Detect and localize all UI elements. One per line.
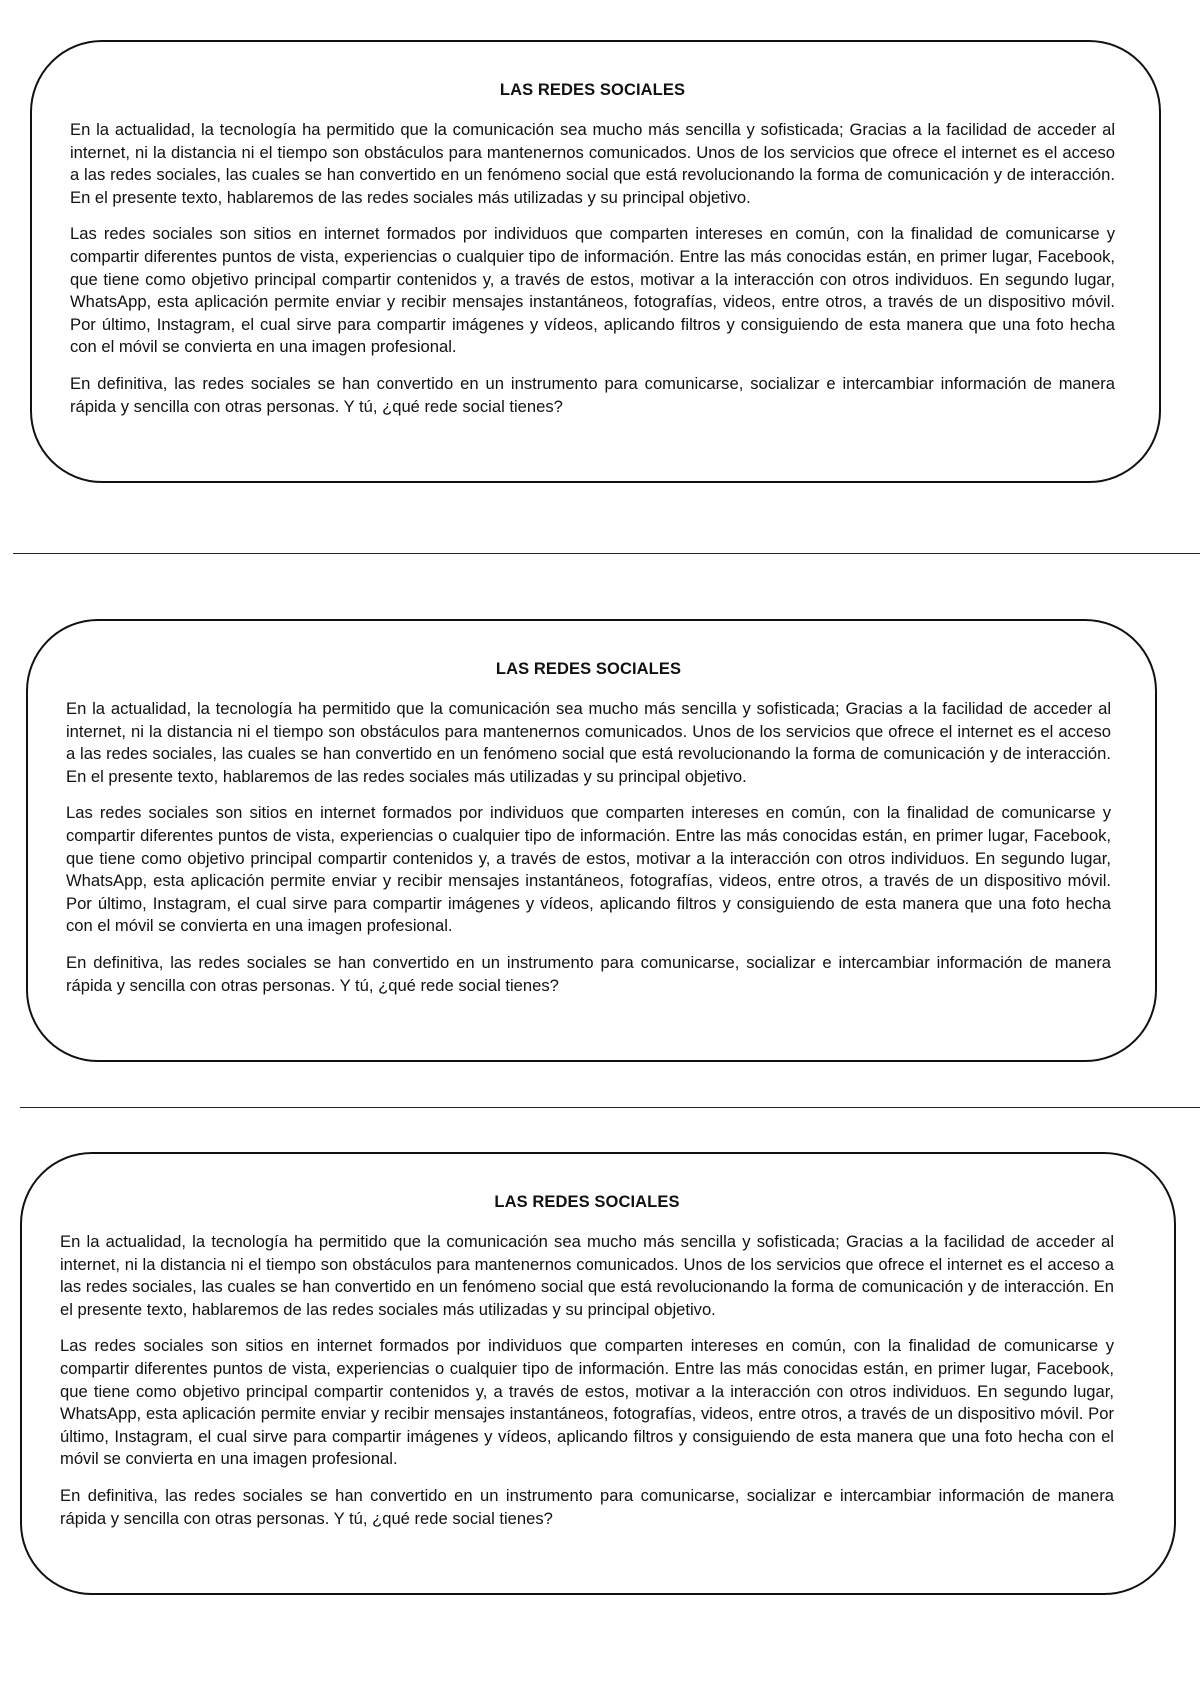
intro-paragraph: En la actualidad, la tecnología ha permitido que la comunicación sea mucho más sencilla y sofisticada; Gracias a la facilidad de acceder al internet, ni la distancia ni el tiempo son obstáculos para mantenernos comunicados. Unos de los servicios que ofrece el internet es el acceso a las redes sociales, las cuales se han convertido en un fenómeno social que está revolucionando la forma de comunicación y de interacción. En el presente texto, hablaremos de las redes sociales más utilizadas y su principal objetivo.: [66, 699, 1111, 786]
cut-line-1: [13, 553, 1200, 554]
card-title: LAS REDES SOCIALES: [499, 81, 686, 99]
text-card-2: [26, 619, 1157, 1062]
intro-paragraph: En la actualidad, la tecnología ha permitido que la comunicación sea mucho más sencilla y sofisticada; Gracias a la facilidad de acceder al internet, ni la distancia ni el tiempo son obstáculos para mantenernos comunicados. Unos de los servicios que ofrece el internet es el acceso a las redes sociales, las cuales se han convertido en un fenómeno social que está revolucionando la forma de comunicación y de interacción. En el presente texto, hablaremos de las redes sociales más utilizadas y su principal objetivo.: [70, 120, 1115, 207]
text-card-1: [30, 40, 1161, 483]
body-paragraph: Las redes sociales son sitios en internet formados por individuos que comparten intereses en común, con la finalidad de comunicarse y compartir diferentes puntos de vista, experiencias o cualquier tipo de información. Entre las más conocidas están, en primer lugar, Facebook, que tiene como objetivo principal compartir contenidos y, a través de estos, motivar a la interacción con otros individuos. En segundo lugar, WhatsApp, esta aplicación permite enviar y recibir mensajes instantáneos, fotografías, videos, entre otros, a través de un dispositivo móvil. Por último, Instagram, el cual sirve para compartir imágenes y vídeos, aplicando filtros y consiguiendo de esta manera que una foto hecha con el móvil se convierta en una imagen profesional.: [70, 224, 1115, 357]
body-paragraph: Las redes sociales son sitios en internet formados por individuos que comparten intereses en común, con la finalidad de comunicarse y compartir diferentes puntos de vista, experiencias o cualquier tipo de información. Entre las más conocidas están, en primer lugar, Facebook, que tiene como objetivo principal compartir contenidos y, a través de estos, motivar a la interacción con otros individuos. En segundo lugar, WhatsApp, esta aplicación permite enviar y recibir mensajes instantáneos, fotografías, videos, entre otros, a través de un dispositivo móvil. Por último, Instagram, el cual sirve para compartir imágenes y vídeos, aplicando filtros y consiguiendo de esta manera que una foto hecha con el móvil se convierta en una imagen profesional.: [66, 803, 1111, 936]
card-body: [66, 698, 1111, 997]
intro-paragraph: En la actualidad, la tecnología ha permitido que la comunicación sea mucho más sencilla y sofisticada; Gracias a la facilidad de acceder al internet, ni la distancia ni el tiempo son obstáculos para mantenernos comunicados. Unos de los servicios que ofrece el internet es el acceso a las redes sociales, las cuales se han convertido en un fenómeno social que está revolucionando la forma de comunicación y de interacción. En el presente texto, hablaremos de las redes sociales más utilizadas y su principal objetivo.: [60, 1232, 1114, 1319]
card-title: LAS REDES SOCIALES: [495, 660, 682, 678]
cut-line-2: [20, 1107, 1200, 1108]
card-body: [60, 1231, 1114, 1530]
text-card-3: [20, 1152, 1176, 1595]
card-title: LAS REDES SOCIALES: [494, 1193, 680, 1211]
card-body: [70, 119, 1115, 418]
body-paragraph: Las redes sociales son sitios en internet formados por individuos que comparten intereses en común, con la finalidad de comunicarse y compartir diferentes puntos de vista, experiencias o cualquier tipo de información. Entre las más conocidas están, en primer lugar, Facebook, que tiene como objetivo principal compartir contenidos y, a través de estos, motivar a la interacción con otros individuos. En segundo lugar, WhatsApp, esta aplicación permite enviar y recibir mensajes instantáneos, fotografías, videos, entre otros, a través de un dispositivo móvil. Por último, Instagram, el cual sirve para compartir imágenes y vídeos, aplicando filtros y consiguiendo de esta manera que una foto hecha con el móvil se convierta en una imagen profesional.: [60, 1336, 1114, 1469]
conclusion-paragraph: En definitiva, las redes sociales se han convertido en un instrumento para comunicarse, socializar e intercambiar información de manera rápida y sencilla con otras personas. Y tú, ¿qué rede social tienes?: [70, 373, 1115, 416]
conclusion-paragraph: En definitiva, las redes sociales se han convertido en un instrumento para comunicarse, socializar e intercambiar información de manera rápida y sencilla con otras personas. Y tú, ¿qué rede social tienes?: [66, 952, 1111, 995]
conclusion-paragraph: En definitiva, las redes sociales se han convertido en un instrumento para comunicarse, socializar e intercambiar información de manera rápida y sencilla con otras personas. Y tú, ¿qué rede social tienes?: [60, 1485, 1114, 1528]
